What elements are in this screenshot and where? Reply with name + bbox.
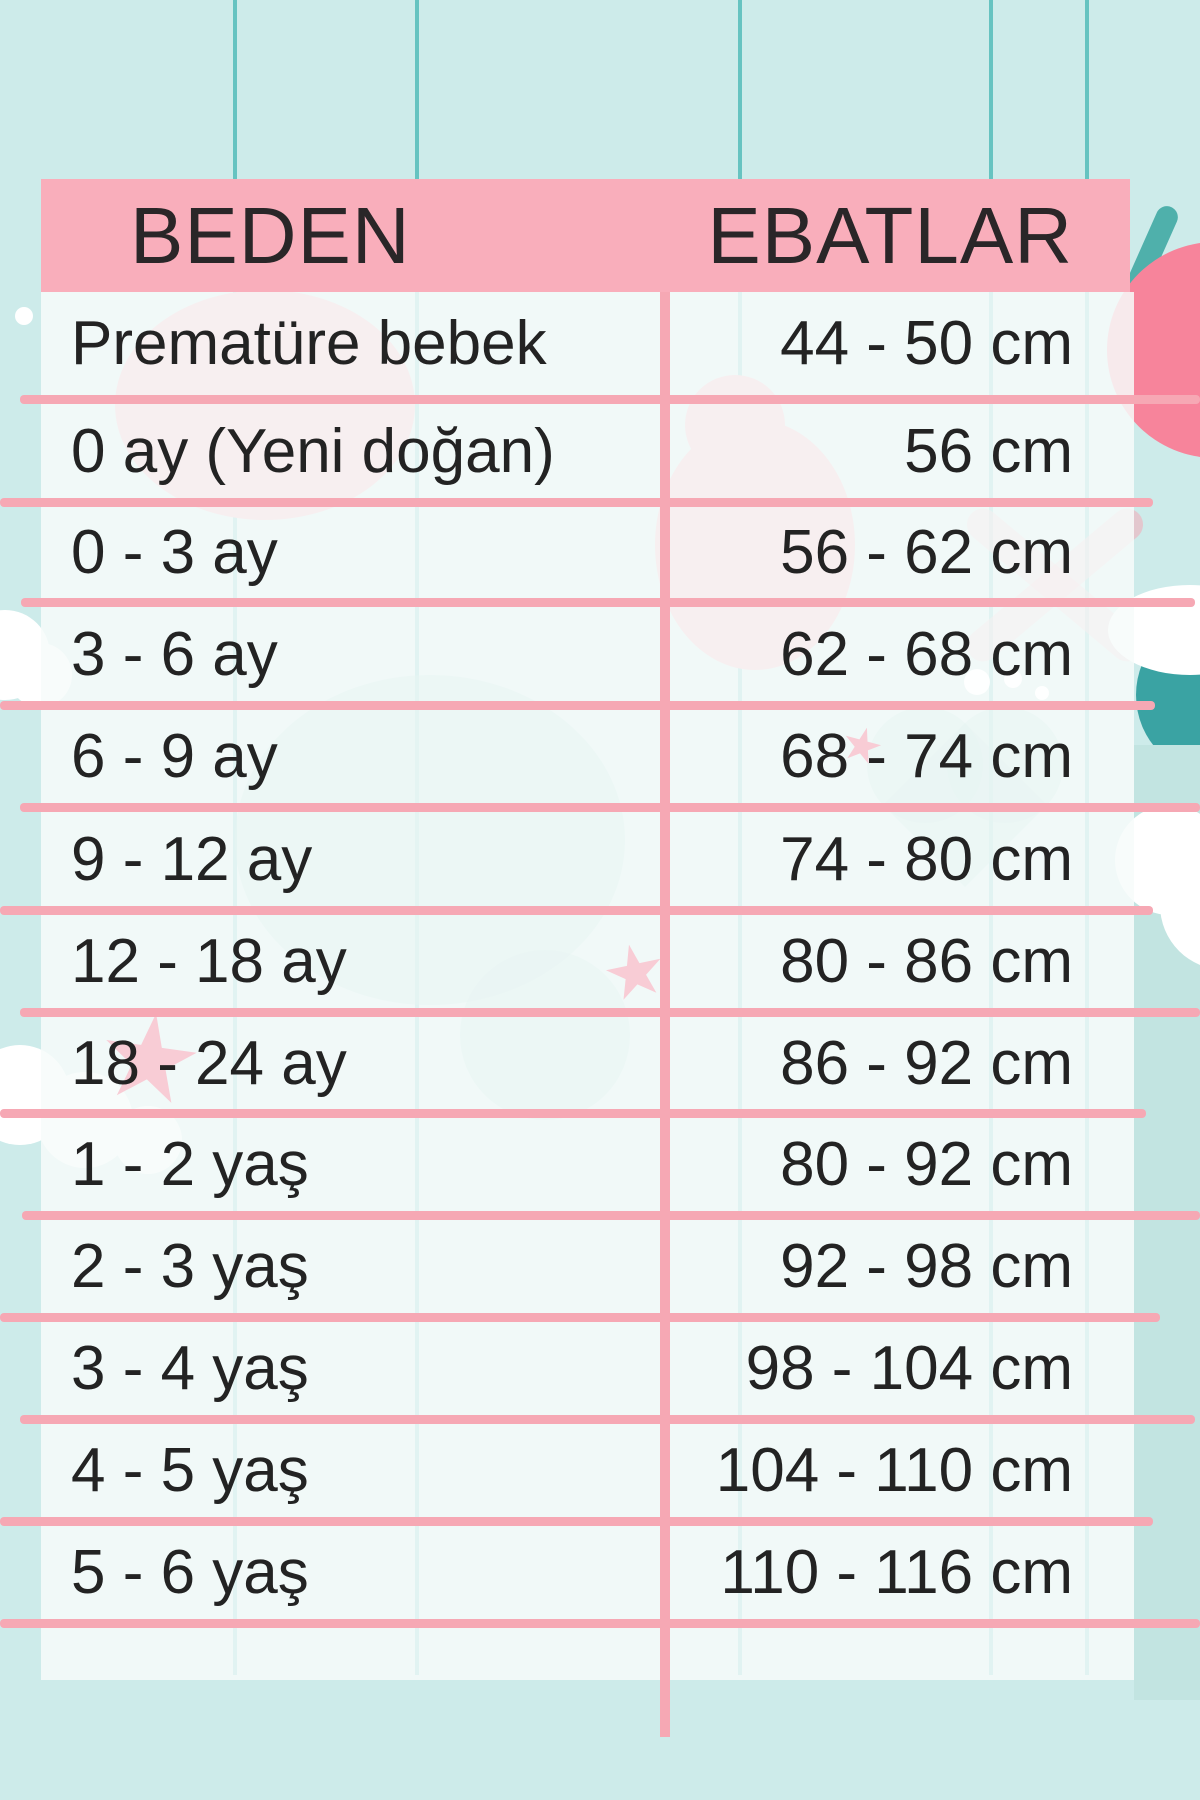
- header-dimensions-label: EBATLAR: [707, 190, 1073, 280]
- table-row: [41, 710, 1134, 803]
- range-cell: 56 - 62 cm: [780, 518, 1073, 587]
- row-separator: [0, 1313, 1160, 1322]
- range-cell: 68 - 74 cm: [780, 722, 1073, 791]
- row-separator: [20, 803, 1200, 812]
- size-cell: 2 - 3 yaş: [71, 1232, 309, 1301]
- size-cell: 9 - 12 ay: [71, 824, 313, 894]
- row-separator: [0, 1109, 1146, 1118]
- white-dot-icon: [15, 307, 33, 325]
- range-cell: 44 - 50 cm: [780, 309, 1073, 378]
- table-row: [41, 1118, 1134, 1211]
- row-separator: [0, 1619, 1200, 1628]
- table-row: [41, 507, 1134, 598]
- row-separator: [20, 395, 1200, 404]
- row-separator: [0, 1517, 1153, 1526]
- row-separator: [0, 701, 1155, 710]
- table-row: [41, 1526, 1134, 1619]
- table-row: [41, 1322, 1134, 1415]
- row-separator: [0, 498, 1153, 507]
- size-cell: Prematüre bebek: [71, 309, 547, 378]
- table-row: [41, 1220, 1134, 1313]
- size-cell: 18 - 24 ay: [71, 1028, 347, 1098]
- row-separator: [0, 906, 1153, 915]
- range-cell: 74 - 80 cm: [780, 824, 1073, 894]
- table-header: [41, 179, 1130, 292]
- table-row: [41, 812, 1134, 906]
- row-separator: [21, 598, 1195, 607]
- size-cell: 6 - 9 ay: [71, 722, 278, 791]
- range-cell: 92 - 98 cm: [780, 1232, 1073, 1301]
- size-cell: 3 - 4 yaş: [71, 1334, 309, 1403]
- row-separator: [22, 1211, 1200, 1220]
- range-cell: 56 cm: [904, 416, 1073, 486]
- row-separator: [20, 1415, 1195, 1424]
- size-cell: 12 - 18 ay: [71, 927, 347, 996]
- row-separator: [20, 1008, 1200, 1017]
- range-cell: 80 - 86 cm: [780, 927, 1073, 996]
- range-cell: 80 - 92 cm: [780, 1130, 1073, 1199]
- table-row: [41, 404, 1134, 498]
- header-size-label: BEDEN: [130, 190, 411, 280]
- table-row: [41, 1424, 1134, 1517]
- size-cell: 4 - 5 yaş: [71, 1436, 309, 1505]
- size-cell: 3 - 6 ay: [71, 619, 278, 689]
- table-row: [41, 292, 1134, 395]
- size-cell: 1 - 2 yaş: [71, 1130, 309, 1199]
- range-cell: 98 - 104 cm: [745, 1334, 1073, 1403]
- table-row: [41, 1017, 1134, 1109]
- table-row: [41, 607, 1134, 701]
- range-cell: 104 - 110 cm: [715, 1436, 1073, 1505]
- table-row: [41, 915, 1134, 1008]
- size-cell: 5 - 6 yaş: [71, 1538, 309, 1607]
- size-cell: 0 ay (Yeni doğan): [71, 416, 555, 486]
- range-cell: 86 - 92 cm: [780, 1028, 1073, 1098]
- range-cell: 62 - 68 cm: [780, 619, 1073, 689]
- size-cell: 0 - 3 ay: [71, 518, 278, 587]
- range-cell: 110 - 116 cm: [720, 1538, 1073, 1607]
